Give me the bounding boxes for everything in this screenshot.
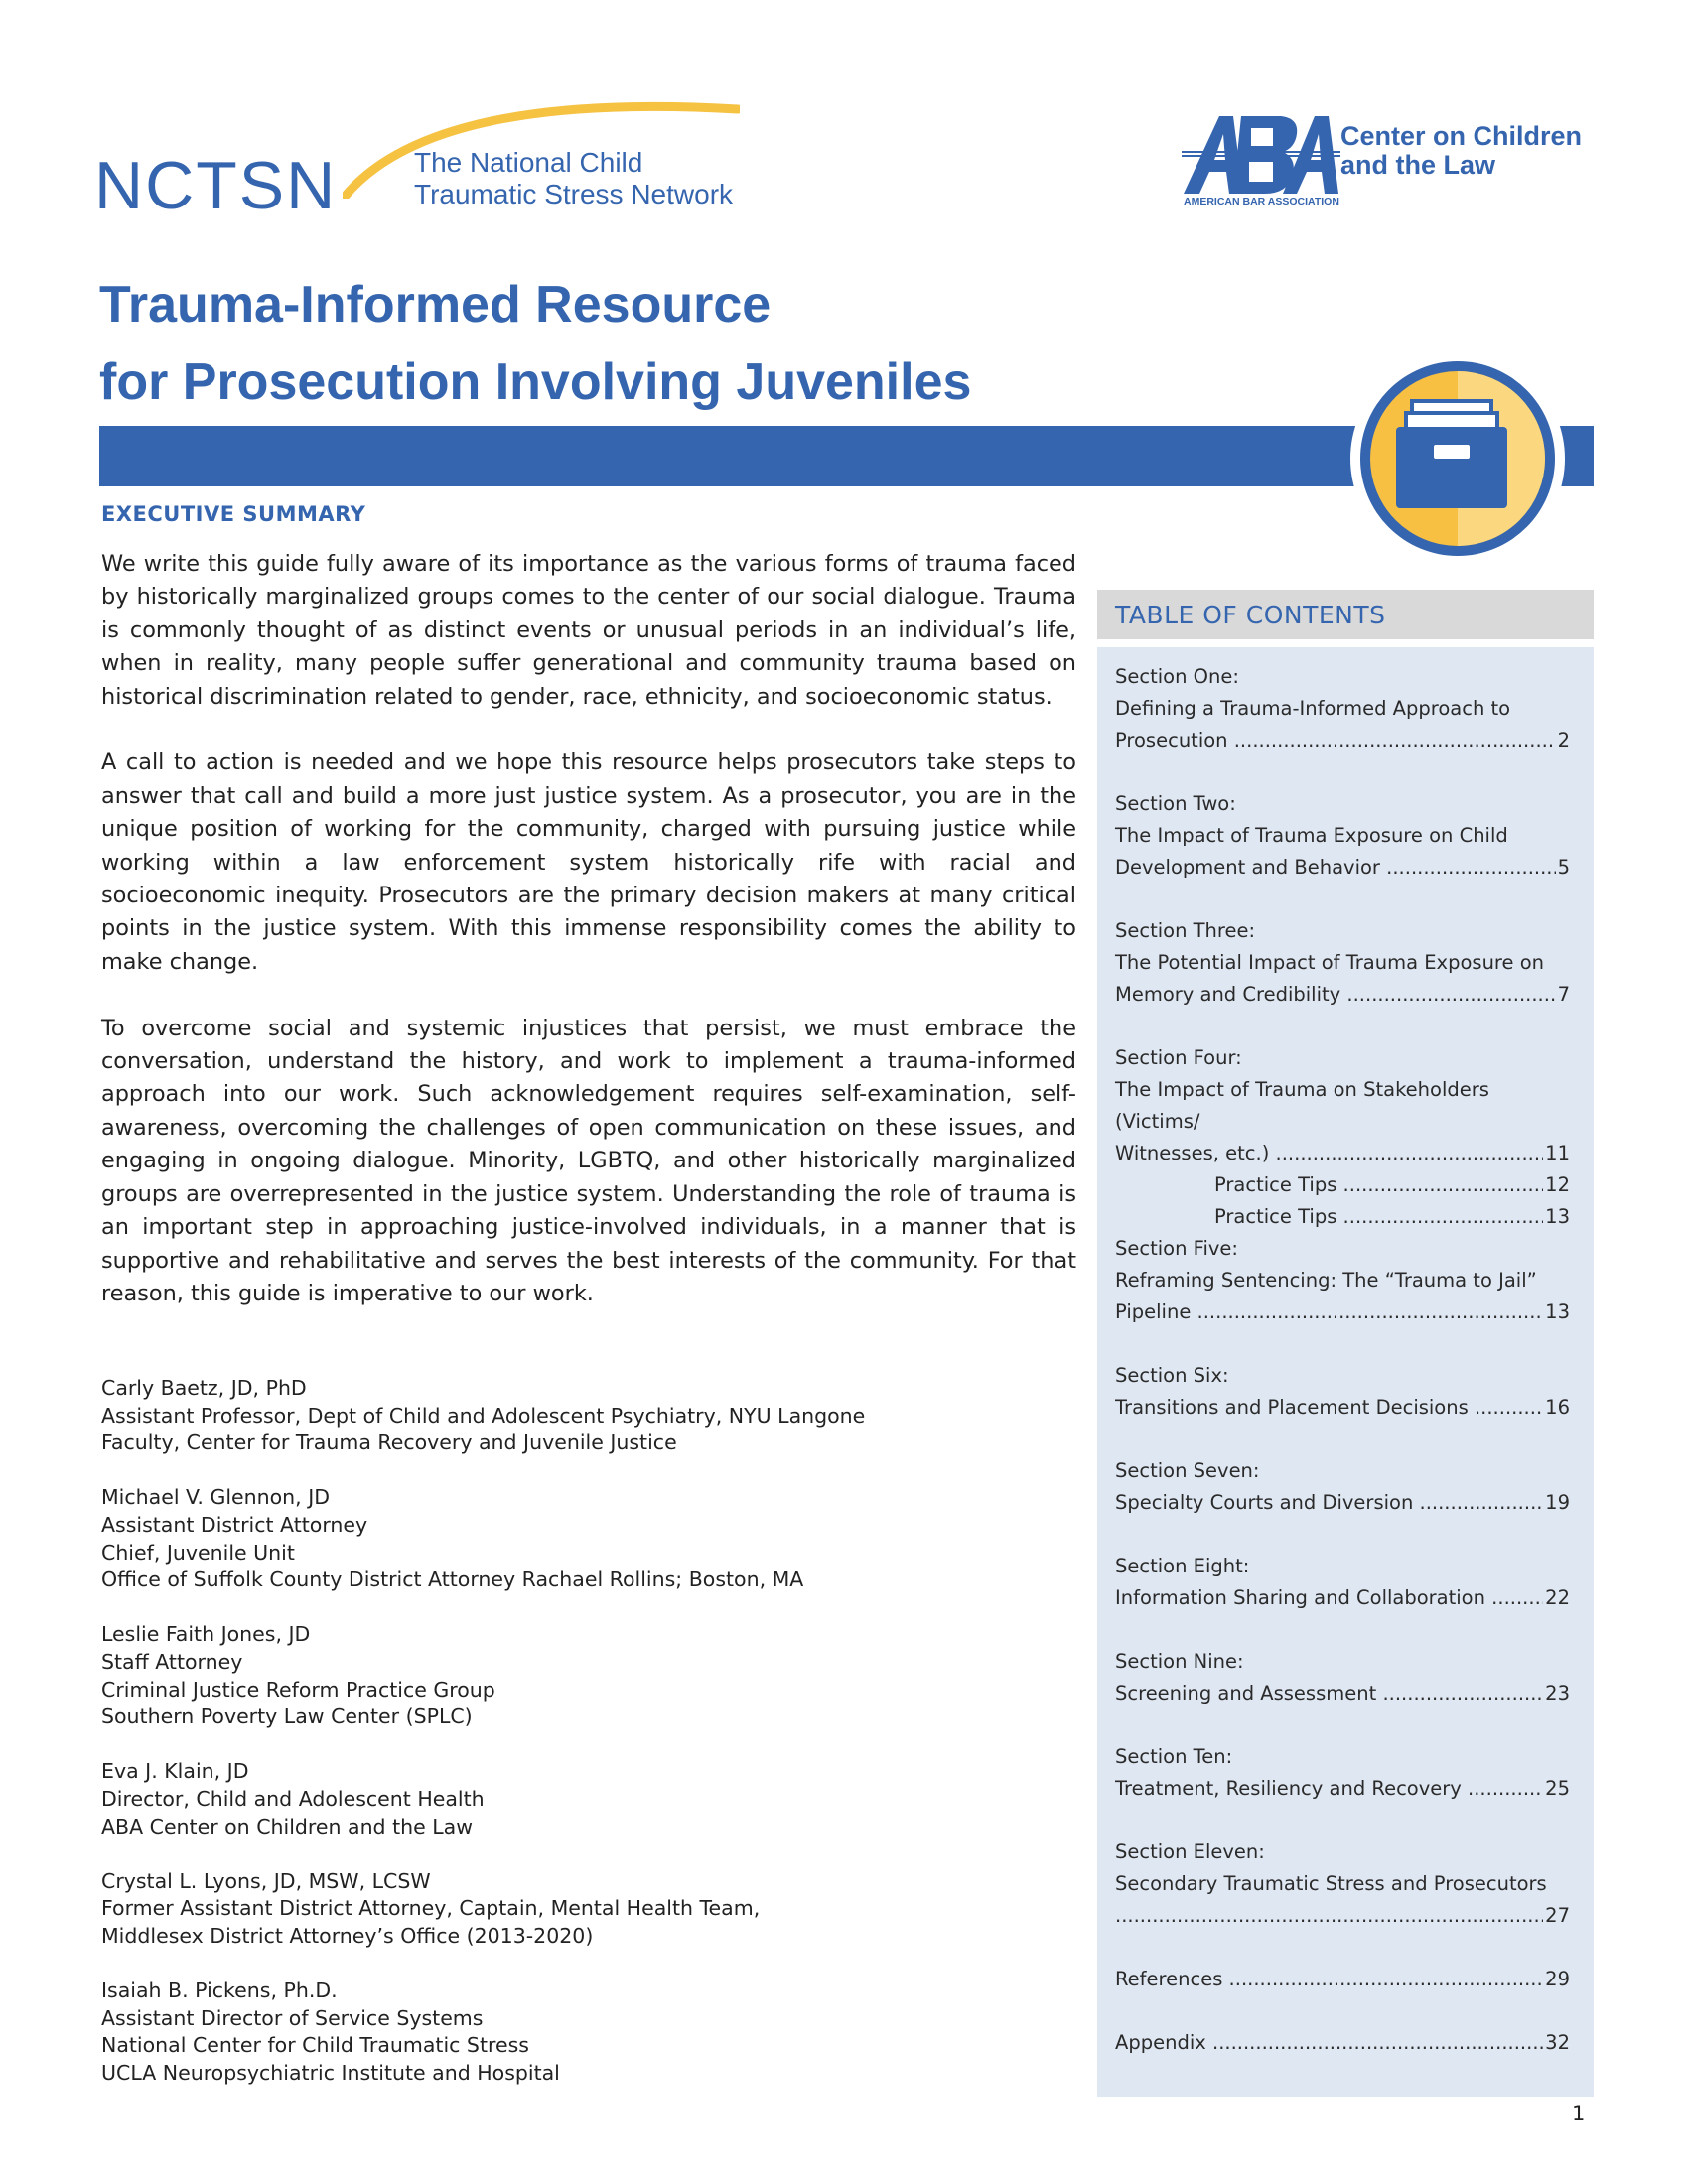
nctsn-logo [94, 99, 750, 223]
toc-section-title: Appendix ..... [1115, 2027, 1543, 2059]
toc-page-number: 16 [1545, 1396, 1570, 1419]
toc-page-number: 12 [1545, 1173, 1570, 1196]
aba-center-name [1340, 122, 1582, 180]
author-name: Leslie Faith Jones, JD [101, 1622, 311, 1647]
toc-page-number: 27 [1545, 1904, 1570, 1927]
toc-entry-section-three[interactable] [1115, 915, 1570, 1011]
toc-section-label: Section Three: [1115, 919, 1256, 942]
toc-section-title: The Impact of Trauma Exposure on Child [1115, 824, 1508, 847]
author-detail: UCLA Neuropsychiatric Institute and Hospital [101, 2060, 560, 2085]
toc-section-label: Section Eight: [1115, 1555, 1250, 1577]
author-detail: Office of Suffolk County District Attorney Rachael Rollins; Boston, MA [101, 1568, 804, 1592]
toc-subentry[interactable] [1115, 1169, 1570, 1201]
toc-page-number: 7 [1557, 983, 1570, 1006]
toc-section-title: References ..... [1115, 1964, 1543, 1995]
toc-entry-section-five[interactable] [1115, 1233, 1570, 1328]
author-detail: Staff Attorney [101, 1649, 243, 1674]
toc-header [1097, 590, 1594, 639]
author-entry [101, 1484, 1074, 1593]
toc-entry-section-eight[interactable] [1115, 1551, 1570, 1614]
author-name: Crystal L. Lyons, JD, MSW, LCSW [101, 1868, 431, 1893]
nctsn-name [414, 147, 733, 210]
toc-section-title: Screening and Assessment ..... [1115, 1678, 1543, 1709]
nctsn-wordmark: NCTSN [94, 148, 338, 223]
toc-subentry[interactable] [1115, 1201, 1570, 1233]
toc-page-number: 11 [1545, 1142, 1570, 1164]
toc-section-title: Defining a Trauma-Informed Approach to [1115, 697, 1511, 720]
author-detail: Assistant Professor, Dept of Child and Adolescent Psychiatry, NYU Langone [101, 1403, 866, 1428]
toc-section-title: Development and Behavior ..... [1115, 852, 1556, 884]
toc-section-label: Section One: [1115, 665, 1239, 688]
page-title [99, 266, 1192, 421]
title-line-1: Trauma-Informed Resource [99, 276, 772, 334]
author-detail: Assistant District Attorney [101, 1512, 368, 1537]
toc-page-number: 23 [1545, 1682, 1570, 1705]
executive-summary-heading: EXECUTIVE SUMMARY [101, 502, 366, 526]
nctsn-name-line1: The National Child [414, 147, 643, 178]
toc-page-number: 13 [1545, 1300, 1570, 1323]
aba-association-name: AMERICAN BAR ASSOCIATION [1184, 196, 1339, 207]
aba-center-line2: and the Law [1340, 150, 1496, 180]
aba-monogram-icon [1182, 114, 1340, 196]
toc-section-title: Pipeline ..... [1115, 1297, 1543, 1328]
toc-title: TABLE OF CONTENTS [1115, 601, 1386, 629]
author-detail: Criminal Justice Reform Practice Group [101, 1677, 495, 1702]
toc-section-label: Section Two: [1115, 792, 1236, 815]
toc-entry-section-ten[interactable] [1115, 1741, 1570, 1805]
toc-section-label: Section Eleven: [1115, 1841, 1265, 1863]
toc-entry-section-two[interactable] [1115, 788, 1570, 884]
toc-section-title: Treatment, Resiliency and Recovery ..... [1115, 1773, 1543, 1805]
toc-section-title: Prosecution ..... [1115, 725, 1556, 756]
file-drawer-icon [1348, 349, 1567, 568]
page-number: 1 [1572, 2102, 1586, 2125]
toc-section-title: The Potential Impact of Trauma Exposure on [1115, 951, 1544, 974]
summary-paragraph: We write this guide fully aware of its importance as the various forms of trauma faced by historically marginalized groups comes to the center of our social dialogue. Trauma is commonly thought of as distinct events or unusual periods in an individual’s life, when in reality, many people suffer generational and community trauma based on historical discrimination related to gender, race, ethnicity, and socioeconomic status. [101, 551, 1076, 710]
author-name: Isaiah B. Pickens, Ph.D. [101, 1979, 338, 2003]
aba-center-line1: Center on Children [1340, 121, 1583, 151]
author-detail: National Center for Child Traumatic Stress [101, 2033, 529, 2058]
author-detail: Chief, Juvenile Unit [101, 1540, 295, 1565]
toc-section-title: Specialty Courts and Diversion ..... [1115, 1487, 1543, 1519]
author-entry [101, 1621, 1074, 1730]
toc-section-label: Section Nine: [1115, 1650, 1244, 1673]
author-name: Eva J. Klain, JD [101, 1759, 249, 1784]
author-detail: Middlesex District Attorney’s Office (2013-2020) [101, 1923, 594, 1948]
author-detail: Faculty, Center for Trauma Recovery and Juvenile Justice [101, 1431, 677, 1455]
author-detail: Former Assistant District Attorney, Captain, Mental Health Team, [101, 1896, 761, 1921]
author-detail: ABA Center on Children and the Law [101, 1814, 473, 1839]
toc-entry-section-seven[interactable] [1115, 1455, 1570, 1519]
toc-page-number: 29 [1545, 1968, 1570, 1990]
toc-entry-section-one[interactable] [1115, 661, 1570, 756]
author-detail: Director, Child and Adolescent Health [101, 1786, 485, 1811]
toc-section-title: The Impact of Trauma on Stakeholders (Victims/ [1115, 1078, 1489, 1133]
toc-entry-appendix[interactable] [1115, 2027, 1570, 2059]
toc-entry-references[interactable] [1115, 1964, 1570, 1995]
toc-page-number: 19 [1545, 1491, 1570, 1514]
author-name: Carly Baetz, JD, PhD [101, 1376, 307, 1400]
author-entry [101, 1978, 1074, 2087]
toc-page-number: 2 [1557, 729, 1570, 751]
toc-subentry-title: Practice Tips ..... [1214, 1201, 1543, 1233]
toc-section-label: Section Seven: [1115, 1459, 1260, 1482]
toc-section-label: Section Six: [1115, 1364, 1229, 1387]
summary-paragraph: To overcome social and systemic injustices that persist, we must embrace the conversation, understand the history, and work to implement a trauma-informed approach into our work. Such acknowledgement requires self-examination, self-awareness, overcoming the challenges of open communication on these issues, and engaging in ongoing dialogue. Minority, LGBTQ, and other historically marginalized groups are overrepresented in the justice system. Understanding the role of trauma is an important step in approaching justice-involved individuals, in a manner that is supportive and rehabilitative and serves the best interests of the community. For that reason, this guide is imperative to our work. [101, 1015, 1076, 1306]
aba-logo [1182, 114, 1609, 218]
toc-subentry-title: Practice Tips ..... [1214, 1169, 1543, 1201]
toc-page-number: 22 [1545, 1586, 1570, 1609]
toc-section-title: Memory and Credibility ..... [1115, 979, 1556, 1011]
summary-paragraph: A call to action is needed and we hope this resource helps prosecutors take steps to answer that call and build a more just justice system. As a prosecutor, you are in the unique position of working for the community, charged with pursuing justice while working within a law enforcement system historically rife with racial and socioeconomic inequity. Prosecutors are the primary decision makers at many critical points in the justice system. With this immense responsibility comes the ability to make change. [101, 750, 1076, 975]
toc-section-title: Reframing Sentencing: The “Trauma to Jail” [1115, 1269, 1537, 1292]
toc-page-number: 13 [1545, 1205, 1570, 1228]
author-detail: Assistant Director of Service Systems [101, 2005, 484, 2030]
author-list [101, 1375, 1074, 2115]
author-entry [101, 1868, 1074, 1951]
toc-section-label: Section Ten: [1115, 1745, 1233, 1768]
toc-section-label: Section Four: [1115, 1046, 1242, 1069]
toc-entry-section-six[interactable] [1115, 1360, 1570, 1424]
toc-page-number: 25 [1545, 1777, 1570, 1800]
toc-entry-section-eleven[interactable] [1115, 1837, 1570, 1932]
title-line-2: for Prosecution Involving Juveniles [99, 353, 972, 411]
executive-summary-body [101, 548, 1076, 1344]
toc-section-title [1115, 1900, 1543, 1932]
toc-entry-section-four[interactable] [1115, 1042, 1570, 1233]
toc-section-title: Secondary Traumatic Stress and Prosecutors [1115, 1872, 1547, 1895]
toc-section-title: Information Sharing and Collaboration ..... [1115, 1582, 1543, 1614]
toc-entry-section-nine[interactable] [1115, 1646, 1570, 1709]
author-detail: Southern Poverty Law Center (SPLC) [101, 1705, 473, 1729]
toc-section-label: Section Five: [1115, 1237, 1238, 1260]
nctsn-name-line2: Traumatic Stress Network [414, 179, 734, 209]
toc-page-number: 5 [1557, 856, 1570, 879]
author-entry [101, 1758, 1074, 1841]
table-of-contents [1097, 647, 1594, 2097]
toc-page-number: 32 [1545, 2031, 1570, 2054]
toc-section-title: Transitions and Placement Decisions ..... [1115, 1392, 1543, 1424]
toc-section-title: Witnesses, etc.) ..... [1115, 1138, 1543, 1169]
author-name: Michael V. Glennon, JD [101, 1485, 331, 1510]
author-entry [101, 1375, 1074, 1457]
